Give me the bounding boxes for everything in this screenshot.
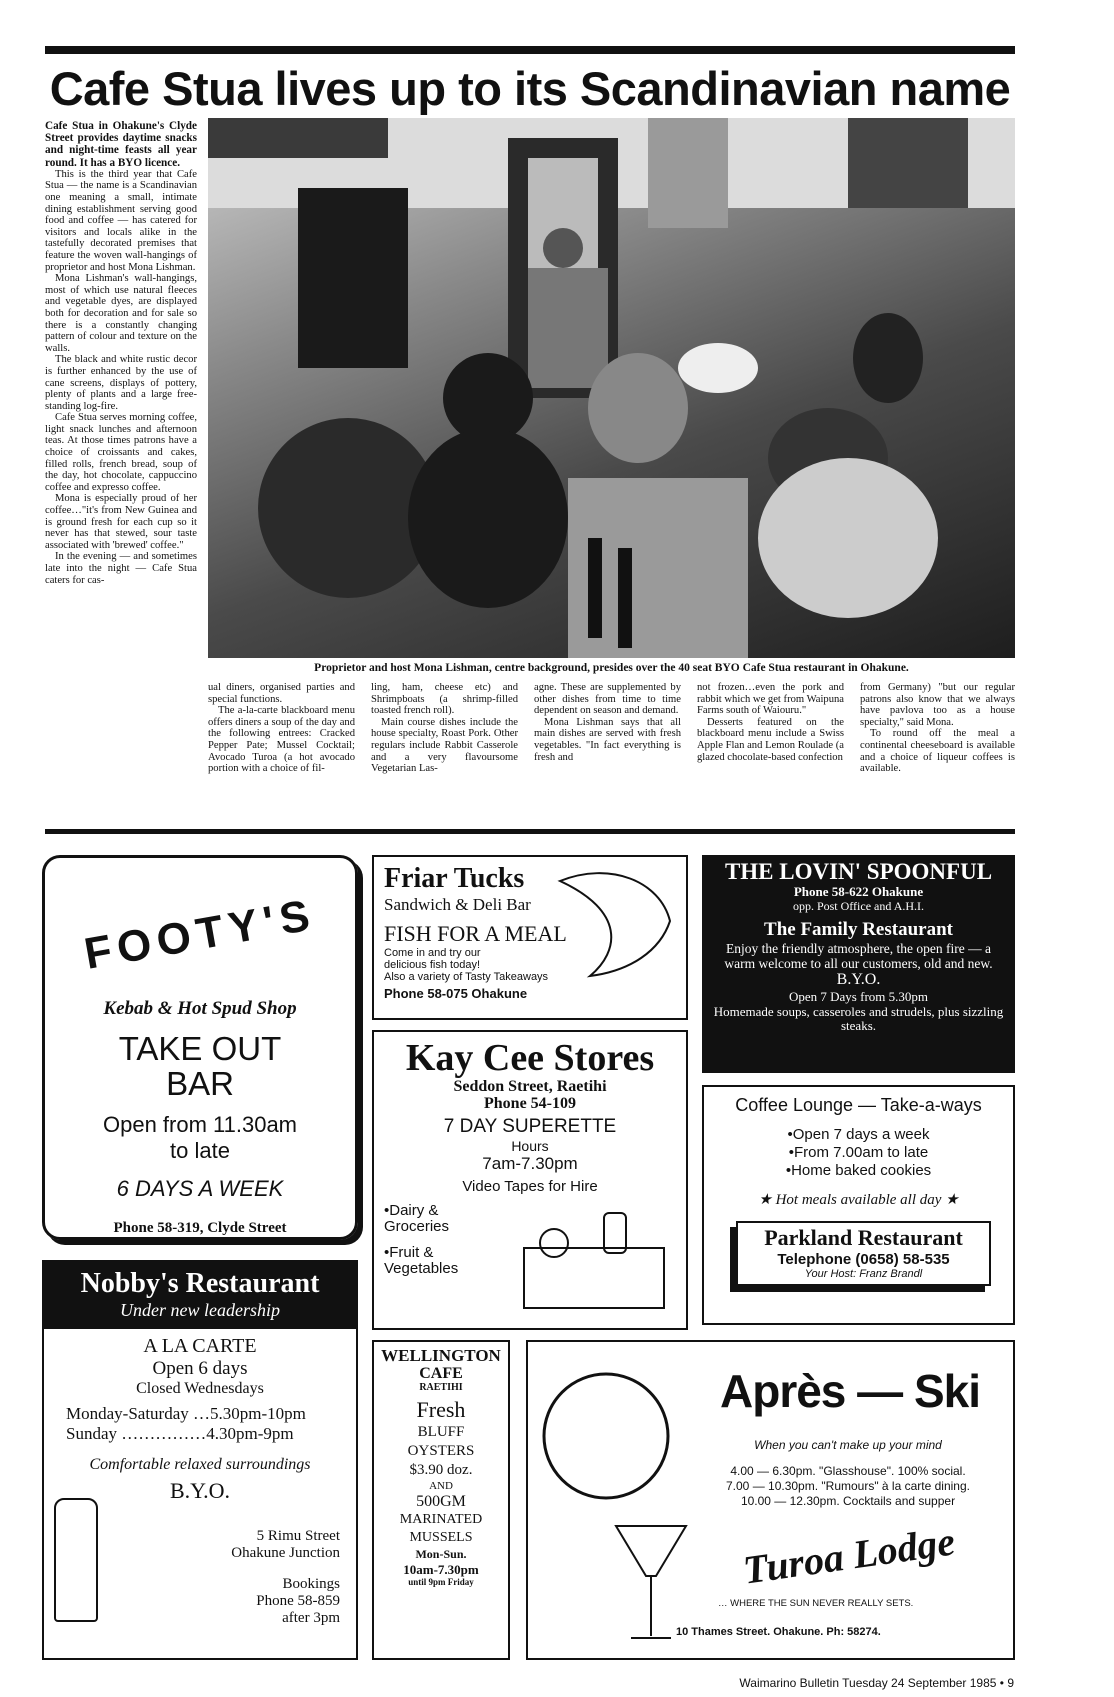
ad-text: Phone 58-859 xyxy=(256,1593,340,1609)
ad-text: $3.90 doz. xyxy=(409,1462,473,1478)
article-paragraph: This is the third year that Cafe Stua — the name is a Scandinavian one meaning a small, intimate dining establishment serving good food and coffee — has catered for visitors and locals alike in the tastefully decorated premises that feature the woven wall-hangings of proprietor and host Mona Lishman. xyxy=(45,168,197,273)
ad-text: A LA CARTE xyxy=(143,1335,257,1357)
kay-cee-ad xyxy=(372,1030,688,1330)
ad-phone: Telephone (0658) 58-535 xyxy=(777,1251,950,1268)
ad-text: BLUFF xyxy=(417,1424,465,1440)
article-column-5 xyxy=(697,682,844,763)
footys-ad xyxy=(42,855,358,1240)
ad-text: Seddon Street, Raetihi xyxy=(453,1078,607,1095)
ad-text: 4.00 — 6.30pm. "Glasshouse". 100% social. xyxy=(730,1464,966,1478)
footys-subtitle: Kebab & Hot Spud Shop xyxy=(103,998,297,1019)
ad-title: Friar Tucks xyxy=(384,863,525,894)
ad-title: Kay Cee Stores xyxy=(405,1037,655,1079)
ad-text: Closed Wednesdays xyxy=(136,1380,264,1397)
article-paragraph: Mona Lishman says that all main dishes are served with fresh vegetables. "In fact everything is fresh and xyxy=(534,716,681,763)
article-paragraph: ual diners, organised parties and special functions. xyxy=(208,682,355,705)
ad-text: Homemade soups, casseroles and strudels, plus sizzling steaks. xyxy=(713,1004,1004,1033)
ad-text: Bookings xyxy=(282,1576,340,1592)
section-rule xyxy=(45,829,1015,834)
ad-text: •From 7.00am to late xyxy=(788,1144,929,1161)
ad-text: B.Y.O. xyxy=(836,971,881,988)
ad-text: •Fruit & xyxy=(384,1244,434,1261)
ad-text: Also a variety of Tasty Takeaways xyxy=(384,971,549,983)
article-lede: Cafe Stua in Ohakune's Clyde Street provides daytime snacks and night-time feasts all year round. It has a BYO licence. xyxy=(45,120,197,169)
nobbys-header xyxy=(44,1262,356,1329)
ad-text: 5 Rimu Street xyxy=(256,1528,340,1544)
ad-text: FISH FOR A MEAL xyxy=(384,921,567,946)
ad-title: Parkland Restaurant xyxy=(764,1225,963,1250)
top-rule xyxy=(45,46,1015,54)
ad-text: B.Y.O. xyxy=(169,1478,231,1503)
article-paragraph: Mona Lishman's wall-hangings, most of which use natural fleeces and vegetable dyes, are displayed both for decoration and for sale so there is a constantly changing pattern of colour and texture on the walls. xyxy=(45,273,197,354)
article-paragraph: from Germany) "but our regular patrons also know that we always have pavlova too as a house specialty," said Mona. xyxy=(860,682,1015,728)
restaurant-photo xyxy=(208,118,1015,658)
apres-ski-ad xyxy=(526,1340,1015,1660)
ad-text: Open from 11.30am xyxy=(102,1112,298,1137)
friar-tucks-ad xyxy=(372,855,688,1020)
article-paragraph: The a-la-carte blackboard menu offers diners a soup of the day and the following entrees: Cracked Pepper Pate; Mussel Cocktail; Avocado Turoa (a hot avocado portion with a choice of fil- xyxy=(208,705,355,775)
ad-text: •Home baked cookies xyxy=(785,1162,932,1179)
turoa-lodge-logo: Turoa Lodge xyxy=(740,1518,958,1593)
ad-text: delicious fish today! xyxy=(384,959,480,971)
ad-text: Come in and try our xyxy=(384,947,481,959)
ad-text: ★ Hot meals available all day ★ xyxy=(758,1192,959,1208)
article-paragraph: Main course dishes include the house specialty, Roast Pork. Other regulars include Rabbit Casserole and a very flavoursome Vegetarian Las- xyxy=(371,716,518,775)
ad-text: MUSSELS xyxy=(409,1530,473,1545)
wellington-cafe-ad xyxy=(372,1340,510,1660)
ad-text: 7am-7.30pm xyxy=(482,1154,578,1173)
article-column-6 xyxy=(860,682,1015,775)
fish-icon xyxy=(550,861,680,981)
ad-text: opp. Post Office and A.H.I. xyxy=(792,899,925,913)
ad-text: Groceries xyxy=(384,1218,450,1235)
ad-text: after 3pm xyxy=(282,1610,340,1626)
ad-text: BAR xyxy=(166,1065,234,1102)
ad-subtitle: Sandwich & Deli Bar xyxy=(384,895,531,914)
footys-logo: FOOTY'S xyxy=(80,890,320,979)
article-paragraph: Cafe Stua serves morning coffee, light snack lunches and afternoon teas. At those times patrons have a choice of croissants and cakes, filled rolls, french bread, soup of the day, hot chocolate, cappuccino coffee and expresso coffee. xyxy=(45,412,197,493)
groceries-icon xyxy=(514,1208,674,1318)
article-paragraph: Mona is especially proud of her coffee…"it's from New Guinea and is ground fresh for each cup so it never has that stewed, sour taste associated with 'brewed' coffee." xyxy=(45,493,197,551)
article-column-2 xyxy=(208,682,355,775)
article-paragraph: agne. These are supplemented by other dishes from time to time dependent on season and demand. xyxy=(534,682,681,717)
ad-text: 10.00 — 12.30pm. Cocktails and supper xyxy=(740,1494,956,1508)
cocktail-glass-icon xyxy=(536,1356,706,1656)
ad-text: Coffee Lounge — Take-a-ways xyxy=(735,1095,982,1115)
ad-text: 7 DAY SUPERETTE xyxy=(443,1116,617,1137)
ad-text: OYSTERS xyxy=(407,1443,475,1459)
ad-text: Video Tapes for Hire xyxy=(462,1178,598,1195)
ad-text: 10am-7.30pm xyxy=(403,1562,479,1577)
ad-text: Mon-Sun. xyxy=(415,1547,467,1561)
nobbys-ad xyxy=(42,1260,358,1660)
ad-text: Sunday ……………4.30pm-9pm xyxy=(66,1424,294,1443)
ad-text: TAKE OUT xyxy=(118,1030,282,1067)
article-paragraph: To round off the meal a continental cheeseboard is available and a choice of liqueur coffees is available. xyxy=(860,728,1015,775)
apres-ski-title: Après — Ski xyxy=(720,1365,980,1417)
ad-text: MARINATED xyxy=(399,1512,483,1527)
article-paragraph: ling, ham, cheese etc) and Shrimpboats (a shrimp-filled toasted french roll). xyxy=(371,682,518,717)
parkland-box xyxy=(736,1221,991,1286)
article-paragraph: Desserts featured on the blackboard menu include a Swiss Apple Flan and Lemon Roulade (a glazed chocolate-based confection xyxy=(697,716,844,763)
ad-text: •Open 7 days a week xyxy=(787,1126,930,1143)
article-paragraph: In the evening — and sometimes late into the night — Cafe Stua caters for cas- xyxy=(45,551,197,586)
ad-text: Ohakune Junction xyxy=(231,1545,340,1561)
ad-text: Open 6 days xyxy=(152,1358,248,1379)
ad-subtitle: When you can't make up your mind xyxy=(754,1438,942,1452)
ad-title: THE LOVIN' SPOONFUL xyxy=(724,859,993,884)
ad-text: … WHERE THE SUN NEVER REALLY SETS. xyxy=(718,1598,914,1609)
page-footer: Waimarino Bulletin Tuesday 24 September 1985 • 9 xyxy=(739,1676,1014,1690)
ad-phone: Phone 58-075 Ohakune xyxy=(384,986,528,1001)
article-column-3 xyxy=(371,682,518,775)
parkland-ad xyxy=(702,1085,1015,1325)
lovin-spoonful-ad xyxy=(702,855,1015,1073)
ad-text: Fresh xyxy=(416,1397,466,1422)
ad-text: Hours xyxy=(511,1138,549,1154)
ad-text: RAETIHI xyxy=(419,1382,463,1393)
ad-text: CAFE xyxy=(419,1365,463,1382)
ad-text: 6 DAYS A WEEK xyxy=(116,1176,284,1201)
ad-text: Phone 58-622 Ohakune xyxy=(793,884,924,899)
ad-text: Open 7 Days from 5.30pm xyxy=(788,989,928,1004)
ad-text: Phone 54-109 xyxy=(484,1095,576,1112)
ad-title: WELLINGTON xyxy=(381,1346,501,1365)
photo-caption: Proprietor and host Mona Lishman, centre background, presides over the 40 seat BYO Cafe Stua restaurant in Ohakune. xyxy=(314,662,909,674)
article-column-4 xyxy=(534,682,681,763)
wine-bottle-icon xyxy=(54,1498,98,1622)
article-paragraph: not frozen…even the pork and rabbit which we get from Waipuna Farms south of Waiouru." xyxy=(697,682,844,717)
ad-text: 10 Thames Street. Ohakune. Ph: 58274. xyxy=(676,1626,881,1638)
ad-text: 7.00 — 10.30pm. "Rumours" à la carte dining. xyxy=(726,1479,970,1493)
ad-text: until 9pm Friday xyxy=(408,1577,474,1587)
ad-text: 500GM xyxy=(416,1493,466,1510)
ad-text: The Family Restaurant xyxy=(764,919,953,940)
ad-text: to late xyxy=(170,1138,230,1163)
article-paragraph: The black and white rustic decor is further enhanced by the use of cane screens, displays of pottery, plenty of plants and a large free-standing log-fire. xyxy=(45,354,197,412)
headline: Cafe Stua lives up to its Scandinavian name xyxy=(49,62,1011,115)
ad-text: Your Host: Franz Brandl xyxy=(804,1268,923,1280)
ad-text: Monday-Saturday …5.30pm-10pm xyxy=(66,1404,306,1423)
article-column-1 xyxy=(45,120,197,586)
ad-text: Phone 58-319, Clyde Street xyxy=(113,1220,287,1236)
ad-text: Vegetables xyxy=(384,1260,459,1277)
ad-text: AND xyxy=(429,1480,453,1492)
ad-title: Nobby's Restaurant xyxy=(80,1268,320,1299)
ad-text: Enjoy the friendly atmosphere, the open fire — a warm welcome to all our customers, old and new. xyxy=(724,941,993,971)
ad-text: Comfortable relaxed surroundings xyxy=(89,1456,311,1473)
ad-text: •Dairy & xyxy=(384,1202,439,1219)
ad-subtitle: Under new leadership xyxy=(120,1300,280,1320)
